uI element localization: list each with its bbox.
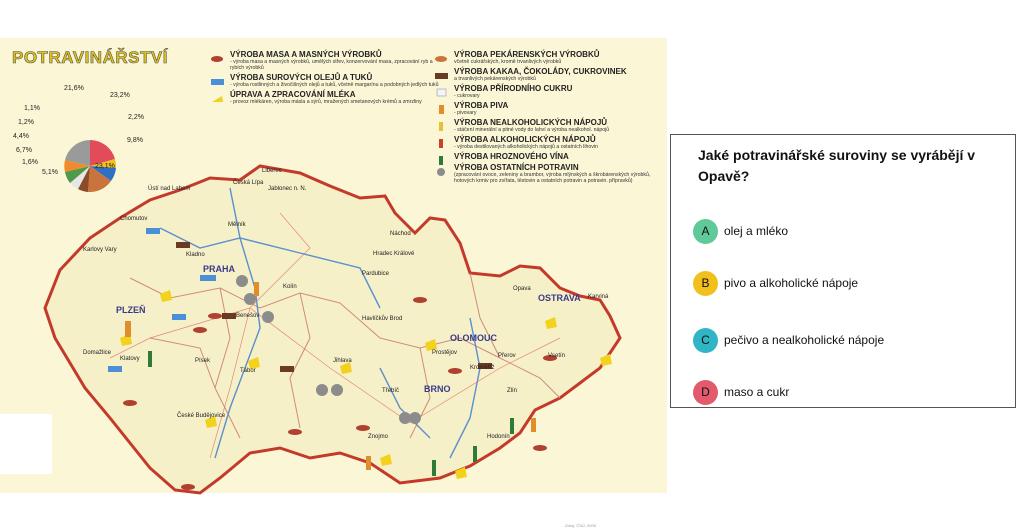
city-label: Prostějov <box>432 350 458 356</box>
city-label: Klatovy <box>120 356 140 362</box>
city-label: Karviná <box>588 294 609 300</box>
bread-icon <box>434 50 449 59</box>
pie-label: 1,6% <box>22 159 38 166</box>
city-label: Liberec <box>262 168 282 174</box>
city-label: Tábor <box>240 368 256 374</box>
soft-drink-icon <box>434 118 449 127</box>
city-label: Benešov <box>236 313 260 319</box>
city-label: Jablonec n. N. <box>268 186 307 192</box>
option-badge[interactable]: A <box>693 219 718 244</box>
city-label: Kroměříž <box>470 365 495 371</box>
liquor-icon <box>434 135 449 144</box>
city-label: Zlín <box>507 388 518 394</box>
answer-option-a[interactable] <box>693 219 993 245</box>
city-label: Ústí nad Labem <box>148 186 191 192</box>
city-label: Opava <box>513 286 531 292</box>
cheese-icon <box>210 90 225 99</box>
quiz-question: Jaké potravinářské suroviny se vyrábějí v Opavě? <box>698 147 976 184</box>
sugar-icon <box>434 84 449 93</box>
legend-desc: a trvanlivých pekárenských výrobků <box>454 76 536 82</box>
option-badge[interactable]: C <box>693 328 718 353</box>
food-industry-map <box>0 38 667 528</box>
city-label: Vsetín <box>548 353 566 359</box>
legend-desc: - cukrovary <box>454 93 480 99</box>
other-food-icon <box>434 163 449 172</box>
city-label: OSTRAVA <box>538 293 581 303</box>
answer-option-d[interactable] <box>693 380 993 406</box>
option-text[interactable]: maso a cukr <box>724 385 790 399</box>
legend-desc: - výroba destilovaných alkoholických nápojů a ostatních lihovin <box>454 144 598 150</box>
legend-desc: - provoz mlékáren, výroba másla a sýrů, mražených smetanových krémů a zmrzliny <box>230 99 422 105</box>
legend-item-oil <box>210 73 440 88</box>
pie-label: 1,2% <box>18 119 34 126</box>
city-label: Havlíčkův Brod <box>362 316 403 322</box>
legend-title: VÝROBA OSTATNÍCH POTRAVIN <box>454 163 579 172</box>
city-label: Jihlava <box>333 358 352 364</box>
pie-label: 2,2% <box>128 114 144 121</box>
city-label: Kladno <box>186 252 205 258</box>
quiz-panel <box>670 134 1016 408</box>
pie-label: 9,8% <box>127 137 143 144</box>
legend-desc: - pivovary <box>454 110 477 116</box>
chocolate-icon <box>434 67 449 76</box>
city-label: OLOMOUC <box>450 333 497 343</box>
city-label: Pardubice <box>362 271 390 277</box>
city-label: Hodonín <box>487 434 510 440</box>
legend-title: VÝROBA PIVA <box>454 101 509 110</box>
answer-option-b[interactable] <box>693 271 993 297</box>
city-label: Hradec Králové <box>373 251 415 257</box>
legend-item-soft-drinks <box>434 118 659 133</box>
sausage-icon <box>210 50 225 59</box>
legend-item-milk <box>210 90 440 105</box>
legend-title: VÝROBA PEKÁRENSKÝCH VÝROBKŮ <box>454 50 600 59</box>
answer-option-c[interactable] <box>693 328 993 354</box>
option-text[interactable]: olej a mléko <box>724 224 789 238</box>
legend-title: VÝROBA HROZNOVÉHO VÍNA <box>454 152 569 161</box>
legend-desc: - výroba masa a masných výrobků, umělých střev, konzervování masa, zpracování ryb a rybích výrobků <box>230 59 433 71</box>
pie-label: 21,6% <box>64 85 84 92</box>
city-label: Česká Lípa <box>233 180 264 186</box>
legend-item-alcohol <box>434 135 659 150</box>
city-label: PLZEŇ <box>116 305 146 315</box>
legend-desc: včetně cukrářských, kromě trvanlivých výrobků <box>454 59 562 65</box>
pie-label: 6,7% <box>16 147 32 154</box>
legend-desc: (zpracování ovoce, zeleniny a brambor, výroba mlýnských a škrobárenských výrobků, hotových krmiv pro zvířata, těstovin a ostatních potravin a potravin. přípravků) <box>454 172 651 184</box>
city-label: Kolín <box>283 284 297 290</box>
legend-left <box>210 50 440 107</box>
map-title: POTRAVINÁŘSTVÍ <box>12 48 168 67</box>
legend-title: VÝROBA SUROVÝCH OLEJŮ A TUKŮ <box>230 73 373 82</box>
legend-title: ÚPRAVA A ZPRACOVÁNÍ MLÉKA <box>230 90 356 99</box>
city-label: Chomutov <box>120 216 148 222</box>
option-text[interactable]: pečivo a nealkoholické nápoje <box>724 333 885 347</box>
oil-icon <box>210 73 225 82</box>
legend-title: VÝROBA PŘÍRODNÍHO CUKRU <box>454 84 573 93</box>
pie-label: 4,4% <box>13 133 29 140</box>
city-label: Písek <box>195 358 211 364</box>
pie-label: 23,2% <box>110 92 130 99</box>
blank-patch <box>0 414 52 474</box>
option-badge[interactable]: B <box>693 271 718 296</box>
legend-right <box>434 50 659 186</box>
legend-item-bakery <box>434 50 659 65</box>
city-label: Karlovy Vary <box>83 247 117 253</box>
city-label: České Budějovice <box>177 413 226 419</box>
beer-icon <box>434 101 449 110</box>
legend-item-other <box>434 163 659 184</box>
legend-title: VÝROBA MASA A MASNÝCH VÝROBKŮ <box>230 50 382 59</box>
city-label: Znojmo <box>368 434 389 440</box>
map-footnote: Zdroj: ČSÚ, 2005 <box>565 523 596 528</box>
legend-item-beer <box>434 101 659 116</box>
wine-icon <box>434 152 449 161</box>
legend-title: VÝROBA NEALKOHOLICKÝCH NÁPOJŮ <box>454 118 608 127</box>
city-label: PRAHA <box>203 264 236 274</box>
pie-label: 5,1% <box>42 169 58 176</box>
legend-item-sugar <box>434 84 659 99</box>
city-label: BRNO <box>424 384 451 394</box>
legend-desc: - stáčení minerální a pitné vody do lahví a výroba nealkohol. nápojů <box>454 127 610 133</box>
legend-item-wine <box>434 152 659 161</box>
legend-item-meat <box>210 50 440 71</box>
city-label: Domažlice <box>83 350 112 356</box>
option-text[interactable]: pivo a alkoholické nápoje <box>724 276 859 290</box>
legend-desc: - výroba rostlinných a živočišných olejů a tuků, včetně margarínu a podobných jedlých tuků <box>230 82 439 88</box>
legend-title: VÝROBA ALKOHOLICKÝCH NÁPOJŮ <box>454 135 596 144</box>
option-badge[interactable]: D <box>693 380 718 405</box>
city-label: Třebíč <box>382 388 400 394</box>
pie-label: 23,1% <box>95 163 115 170</box>
legend-title: VÝROBA KAKAA, ČOKOLÁDY, CUKROVINEK <box>454 67 627 76</box>
city-label: Přerov <box>498 353 516 359</box>
city-label: Náchod <box>390 231 411 237</box>
legend-item-cocoa <box>434 67 659 82</box>
pie-label: 1,1% <box>24 105 40 112</box>
city-label: Mělník <box>228 222 246 228</box>
